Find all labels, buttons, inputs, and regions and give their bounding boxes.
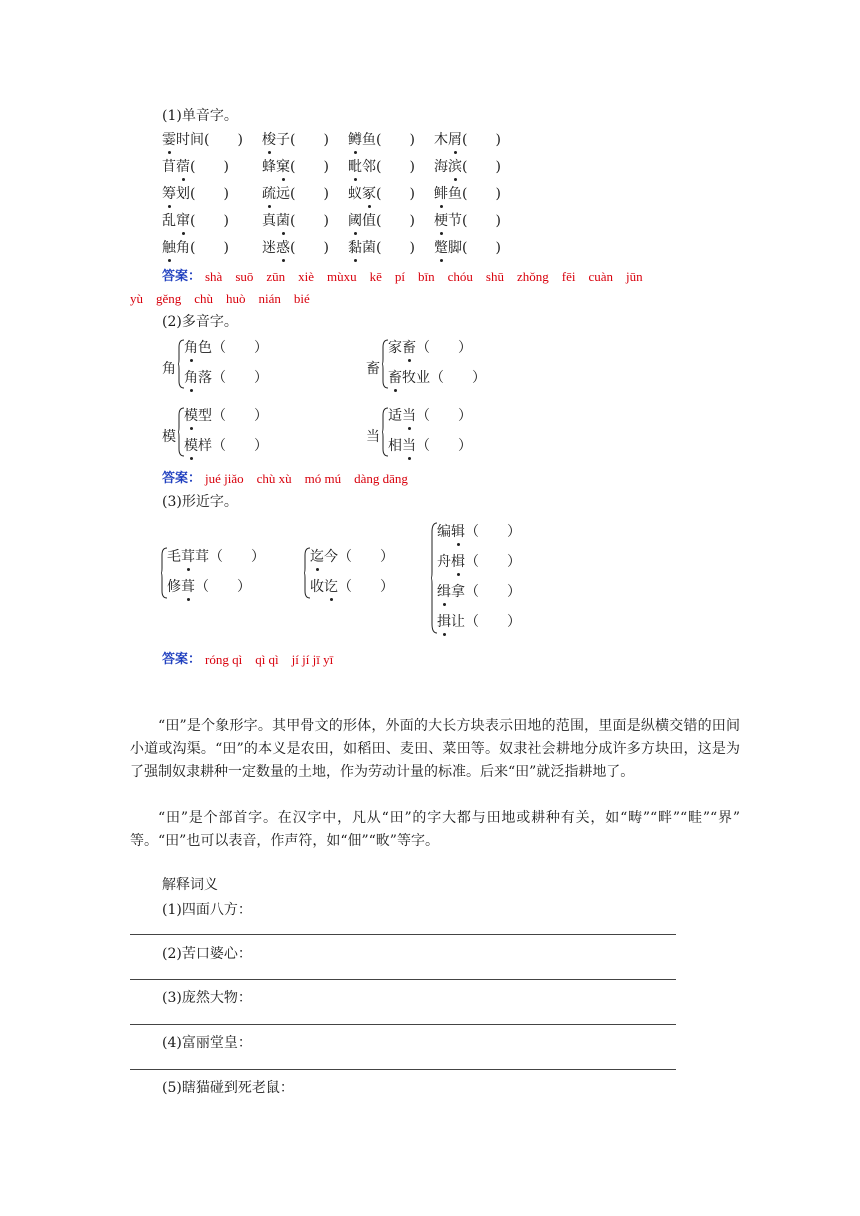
single-pronunciation-item: 蹩脚( ) [434,240,501,256]
passage-paragraph-1: “田”是个象形字。其甲骨文的形体，外面的大长方块表示田地的范围，里面是纵横交错的田间小道或沟渠。“田”的本义是农田，如稻田、麦田、菜田等。奴隶社会耕地分成许多方块田，这是为了强制奴隶耕种一定数量的土地，作为劳动计量的标准。后来“田”就泛指耕地了。 [130,718,740,780]
single-pronunciation-item: 迷惑( ) [262,240,329,256]
polyphonic-item: 畜牧业（ ） [388,370,486,386]
passage-paragraph-2: “田”是个部首字。在汉字中，凡从“田”的字大都与田地或耕种有关，如“畴”“畔”“畦”“界” 等。“田”也可以表音，作声符，如“佃”“畋”等字。 [130,810,740,849]
answer-blank-line[interactable] [130,1069,676,1070]
vocab-item: (2)苦口婆心： [162,946,252,962]
section-heading-polyphonic: (2)多音字。 [162,314,238,330]
similar-item: 揖让（ ） [437,614,521,630]
dotted-char: 窜 [176,213,190,229]
single-pronunciation-item: 海滨( ) [434,159,501,175]
single-pronunciation-item: 乱窜( ) [162,213,229,229]
dotted-char: 当 [402,408,416,424]
vocab-item: (3)庞然大物： [162,990,252,1006]
dotted-char: 鳟 [348,132,362,148]
similar-item: 编辑（ ） [437,524,521,540]
polyphonic-item: 模样（ ） [184,438,268,454]
dotted-char: 模 [184,408,198,424]
single-pronunciation-item: 苜蓿( ) [162,159,229,175]
dotted-char: 模 [184,438,198,454]
dotted-char: 畜 [402,340,416,356]
single-pronunciation-item: 木屑( ) [434,132,501,148]
similar-item: 迄今（ ） [310,549,394,565]
single-pronunciation-item: 触角( ) [162,240,229,256]
dotted-char: 蓿 [176,159,190,175]
polyphonic-item: 家畜（ ） [388,340,472,356]
dotted-char: 菌 [276,213,290,229]
dotted-char: 楫 [451,554,465,570]
single-pronunciation-item: 蜂窠( ) [262,159,329,175]
section-heading-single-pronunciation: (1)单音字。 [162,108,238,124]
single-pronunciation-item: 鳟鱼( ) [348,132,415,148]
similar-item: 毛茸茸（ ） [167,549,265,565]
dotted-char: 触 [162,240,176,256]
single-pronunciation-item: 梗节( ) [434,213,501,229]
dotted-char: 畜 [388,370,402,386]
section-heading-similar-chars: (3)形近字。 [162,494,238,510]
answer-text-s3: róng qì qì qì jí jí jī yī [205,652,334,667]
vocab-item: (1)四面八方： [162,902,252,918]
item-rest: 色（ ） [198,340,268,356]
answer-label: 答案： [162,652,202,667]
single-pronunciation-item: 梭子( ) [262,132,329,148]
answer-line-s3 [162,651,201,669]
polyphonic-item [184,339,268,357]
dotted-char: 辑 [451,524,465,540]
polyphonic-char-dang: 当 [366,429,380,445]
dotted-char: 梭 [262,132,276,148]
vocab-item: (4)富丽堂皇： [162,1035,252,1051]
single-pronunciation-item: 真菌( ) [262,213,329,229]
polyphonic-char-mo: 模 [162,429,176,445]
answer-line-s2 [162,470,201,488]
polyphonic-char-jiao: 角 [162,361,176,377]
polyphonic-item: 相当（ ） [388,438,472,454]
single-pronunciation-item: 黏菌( ) [348,240,415,256]
dotted-char: 迄 [310,549,324,565]
dotted-char: 讫 [324,579,338,595]
single-pronunciation-item: 疏远( ) [262,186,329,202]
single-pronunciation-item: 霎时间( ) [162,132,243,148]
answer-text-1: shà suō zūn xiè mùxu kē pí bīn chóu shū zhǒng fēi cuàn jūn [205,269,643,284]
polyphonic-item: 适当（ ） [388,408,472,424]
dotted-char: 葺 [181,579,195,595]
answer-blank-line[interactable] [130,1024,676,1025]
single-pronunciation-item: 毗邻( ) [348,159,415,175]
dotted-char: 霎 [162,132,176,148]
dotted-char: 鲱 [434,186,448,202]
vocab-heading: 解释词义 [162,877,218,893]
dotted-char: 阈 [348,213,362,229]
single-pronunciation-item: 鲱鱼( ) [434,186,501,202]
answer-label: 答案： [162,269,202,284]
answer-text-s2: jué jiǎo chù xù mó mú dàng dāng [205,471,408,486]
answer-label: 答案： [162,471,202,486]
dotted-char: 黏 [348,240,362,256]
dotted-char: 蹩 [434,240,448,256]
dotted-char: 筹 [162,186,176,202]
vocab-item: (5)瞎猫碰到死老鼠： [162,1080,294,1096]
dotted-char: 窠 [276,159,290,175]
answer-line-1 [162,268,201,286]
dotted-char: 滨 [448,159,462,175]
answer-blank-line[interactable] [130,934,676,935]
dotted-char: 角 [184,340,198,356]
dotted-char: 揖 [437,614,451,630]
dotted-char: 梗 [434,213,448,229]
polyphonic-char-chu: 畜 [366,361,380,377]
single-pronunciation-item: 筹划( ) [162,186,229,202]
answer-text-2: yù gěng chù huò nián bié [130,291,310,306]
similar-item: 舟楫（ ） [437,554,521,570]
dotted-char: 屑 [448,132,462,148]
dotted-char: 当 [402,438,416,454]
single-pronunciation-item: 蚁冢( ) [348,186,415,202]
dotted-char: 毗 [348,159,362,175]
single-pronunciation-item: 阈值( ) [348,213,415,229]
answer-blank-line[interactable] [130,979,676,980]
dotted-char: 缉 [437,584,451,600]
dotted-char: 冢 [362,186,376,202]
similar-item: 收讫（ ） [310,579,394,595]
similar-item: 修葺（ ） [167,579,251,595]
dotted-char: 疏 [262,186,276,202]
dotted-char: 茸 [181,549,195,565]
dotted-char: 角 [184,370,198,386]
item-rest: 落（ ） [198,370,268,386]
polyphonic-item: 模型（ ） [184,408,268,424]
dotted-char: 惑 [276,240,290,256]
polyphonic-item [184,369,268,387]
similar-item: 缉拿（ ） [437,584,521,600]
